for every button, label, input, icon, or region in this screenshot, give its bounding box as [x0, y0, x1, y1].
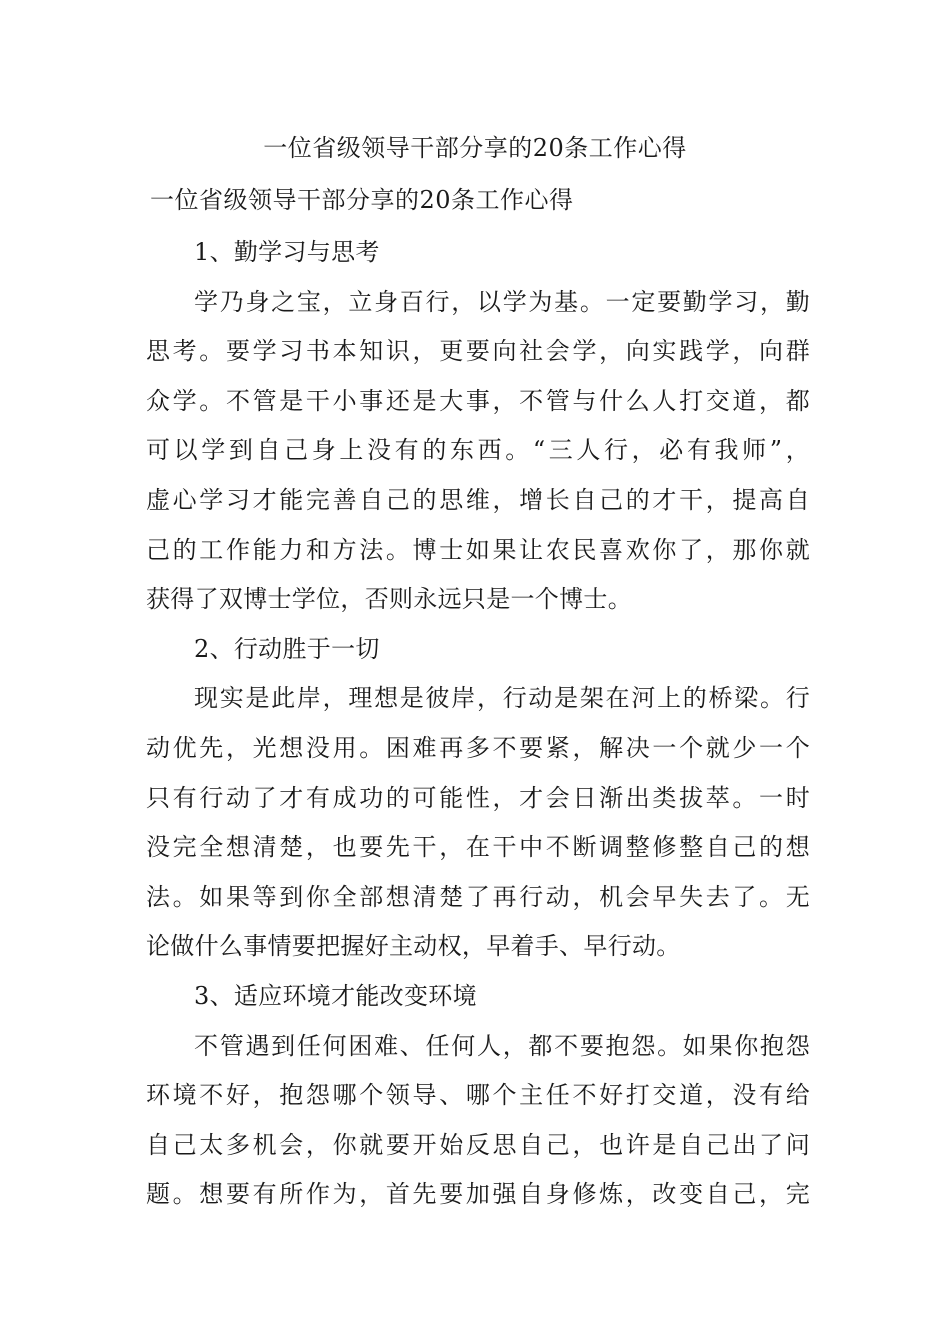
text-line: 思考。要学习书本知识，更要向社会学，向实践学，向群 — [146, 337, 810, 366]
text-line: 虚心学习才能完善自己的思维，增长自己的才干，提高自 — [146, 485, 810, 514]
text-line: 己的工作能力和方法。博士如果让农民喜欢你了，那你就 — [146, 535, 810, 564]
document-title: 一位省级领导干部分享的20条工作心得 — [263, 134, 687, 162]
text-line: 1、勤学习与思考 — [194, 238, 380, 266]
text-line: 众学。不管是干小事还是大事，不管与什么人打交道，都 — [146, 386, 810, 415]
text-line: 现实是此岸，理想是彼岸，行动是架在河上的桥梁。行 — [194, 684, 810, 713]
text-line: 法。如果等到你全部想清楚了再行动，机会早失去了。无 — [146, 882, 810, 911]
text-line: 学乃身之宝，立身百行，以学为基。一定要勤学习，勤 — [194, 287, 810, 316]
text-line: 自己太多机会，你就要开始反思自己，也许是自己出了问 — [146, 1130, 810, 1159]
text-line: 2、行动胜于一切 — [194, 634, 380, 663]
text-line: 题。想要有所作为，首先要加强自身修炼，改变自己，完 — [146, 1180, 810, 1209]
text-line: 没完全想清楚，也要先干，在干中不断调整修整自己的想 — [146, 833, 810, 862]
document-body — [146, 228, 810, 1220]
text-line: 环境不好，抱怨哪个领导、哪个主任不好打交道，没有给 — [146, 1081, 810, 1110]
text-line: 获得了双博士学位，否则永远只是一个博士。 — [146, 585, 632, 614]
text-line: 论做什么事情要把握好主动权，早着手、早行动。 — [146, 932, 681, 961]
text-line: 只有行动了才有成功的可能性，才会日渐出类拔萃。一时 — [146, 783, 810, 812]
text-line: 可以学到自己身上没有的东西。“三人行，必有我师”， — [146, 436, 810, 465]
text-line: 不管遇到任何困难、任何人，都不要抱怨。如果你抱怨 — [194, 1031, 810, 1060]
text-line: 3、适应环境才能改变环境 — [194, 981, 477, 1010]
document-subtitle: 一位省级领导干部分享的20条工作心得 — [150, 186, 574, 214]
text-line: 动优先，光想没用。困难再多不要紧，解决一个就少一个 — [146, 733, 810, 762]
